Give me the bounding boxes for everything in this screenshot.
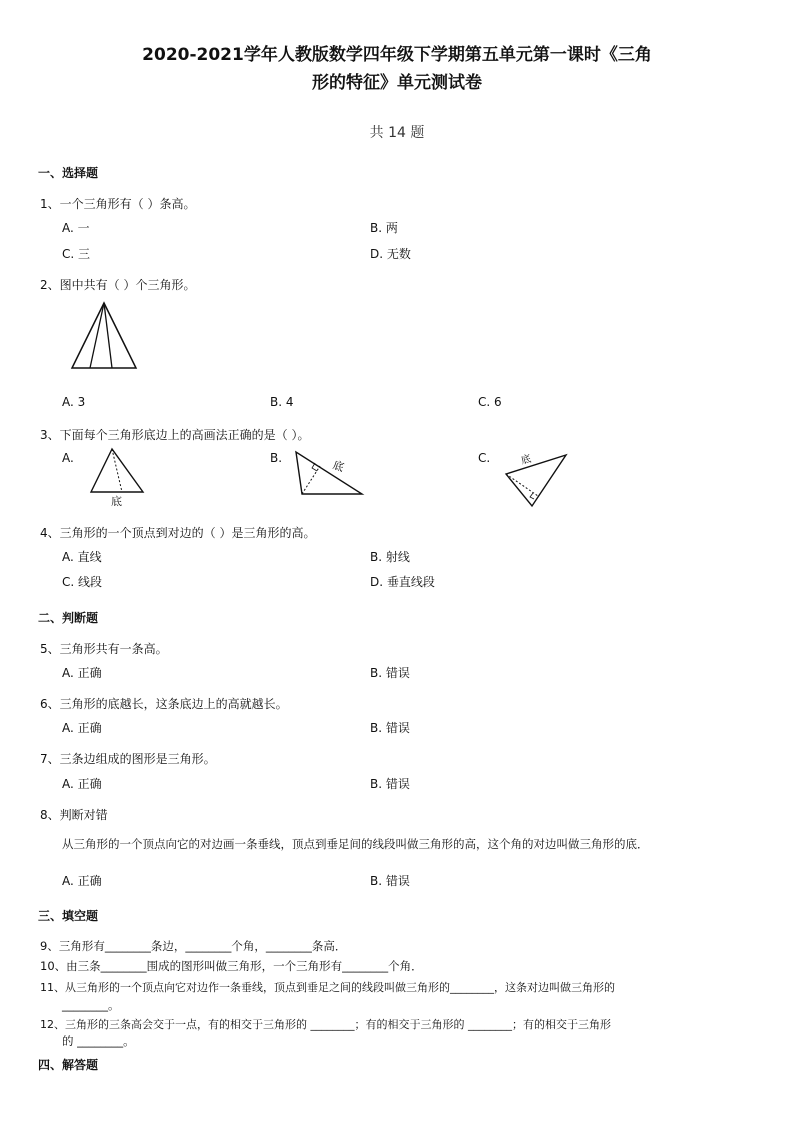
question-2-option-c[interactable]: C. 6: [478, 395, 502, 409]
question-1-option-b[interactable]: B. 两: [370, 221, 398, 235]
question-10-text: 10、由三条________围成的图形叫做三角形，一个三角形有________个角．: [40, 959, 423, 973]
question-7-text: 7、三条边组成的图形是三角形。: [40, 752, 216, 766]
question-6-option-a[interactable]: A. 正确: [62, 721, 102, 735]
question-1-text: 1、一个三角形有（ ）条高。: [40, 197, 196, 211]
question-12-line-1: 12、三角形的三条高会交于一点，有的相交于三角形的 ________；有的相交于三角形的 ________；有的相交于三角形: [40, 1018, 611, 1031]
question-5-option-a[interactable]: A. 正确: [62, 666, 102, 680]
question-3-figure-a: [88, 445, 148, 507]
question-11-line-1: 11、从三角形的一个顶点向它对边作一条垂线，顶点到垂足之间的线段叫做三角形的________，这条对边叫做三角形的: [40, 981, 615, 994]
question-3-figure-b-base-label: 底: [331, 458, 346, 475]
question-8-statement: 从三角形的一个顶点向它的对边画一条垂线，顶点到垂足间的线段叫做三角形的高，这个角的对边叫做三角形的底．: [62, 837, 649, 851]
question-2-triangle-figure: [66, 300, 142, 372]
question-2-option-b[interactable]: B. 4: [270, 395, 294, 409]
question-5-option-b[interactable]: B. 错误: [370, 666, 410, 680]
question-11-line-2: ________。: [62, 998, 120, 1012]
question-12-line-2: 的 ________。: [62, 1034, 135, 1048]
question-9-text: 9、三角形有________条边，________个角，________条高．: [40, 939, 347, 953]
question-3-text: 3、下面每个三角形底边上的高画法正确的是（ ）。: [40, 428, 310, 442]
question-3-option-c[interactable]: C.: [478, 451, 491, 465]
section-heading-choice: 一、选择题: [38, 166, 99, 180]
section-heading-solve: 四、解答题: [38, 1058, 99, 1072]
question-7-option-b[interactable]: B. 错误: [370, 777, 410, 791]
question-6-text: 6、三角形的底越长，这条底边上的高就越长。: [40, 697, 288, 711]
section-heading-fill-in: 三、填空题: [38, 909, 99, 923]
question-4-text: 4、三角形的一个顶点到对边的（ ）是三角形的高。: [40, 526, 316, 540]
question-3-figure-c: [502, 448, 570, 510]
question-3-figure-b: [292, 448, 366, 500]
question-8-option-b[interactable]: B. 错误: [370, 874, 410, 888]
page-title-line-1: 2020-2021学年人教版数学四年级下学期第五单元第一课时《三角: [142, 45, 652, 65]
question-1-option-d[interactable]: D. 无数: [370, 247, 411, 261]
question-count: 共 14 题: [369, 125, 425, 141]
question-4-option-a[interactable]: A. 直线: [62, 550, 102, 564]
question-8-option-a[interactable]: A. 正确: [62, 874, 102, 888]
question-1-option-c[interactable]: C. 三: [62, 247, 91, 261]
question-2-text: 2、图中共有（ ）个三角形。: [40, 278, 196, 292]
question-1-option-a[interactable]: A. 一: [62, 221, 90, 235]
question-5-text: 5、三角形共有一条高。: [40, 642, 168, 656]
question-7-option-a[interactable]: A. 正确: [62, 777, 102, 791]
question-3-option-a[interactable]: A.: [62, 451, 74, 465]
question-4-option-c[interactable]: C. 线段: [62, 575, 103, 589]
question-2-option-a[interactable]: A. 3: [62, 395, 86, 409]
section-heading-judge: 二、判断题: [38, 611, 99, 625]
question-3-figure-a-base-label: 底: [111, 495, 122, 507]
question-4-option-d[interactable]: D. 垂直线段: [370, 575, 435, 589]
question-8-text: 8、判断对错: [40, 808, 108, 822]
question-3-option-b[interactable]: B.: [270, 451, 283, 465]
question-4-option-b[interactable]: B. 射线: [370, 550, 410, 564]
question-6-option-b[interactable]: B. 错误: [370, 721, 410, 735]
question-3-figure-c-base-label: 底: [519, 453, 533, 467]
page-title-line-2: 形的特征》单元测试卷: [312, 73, 482, 93]
